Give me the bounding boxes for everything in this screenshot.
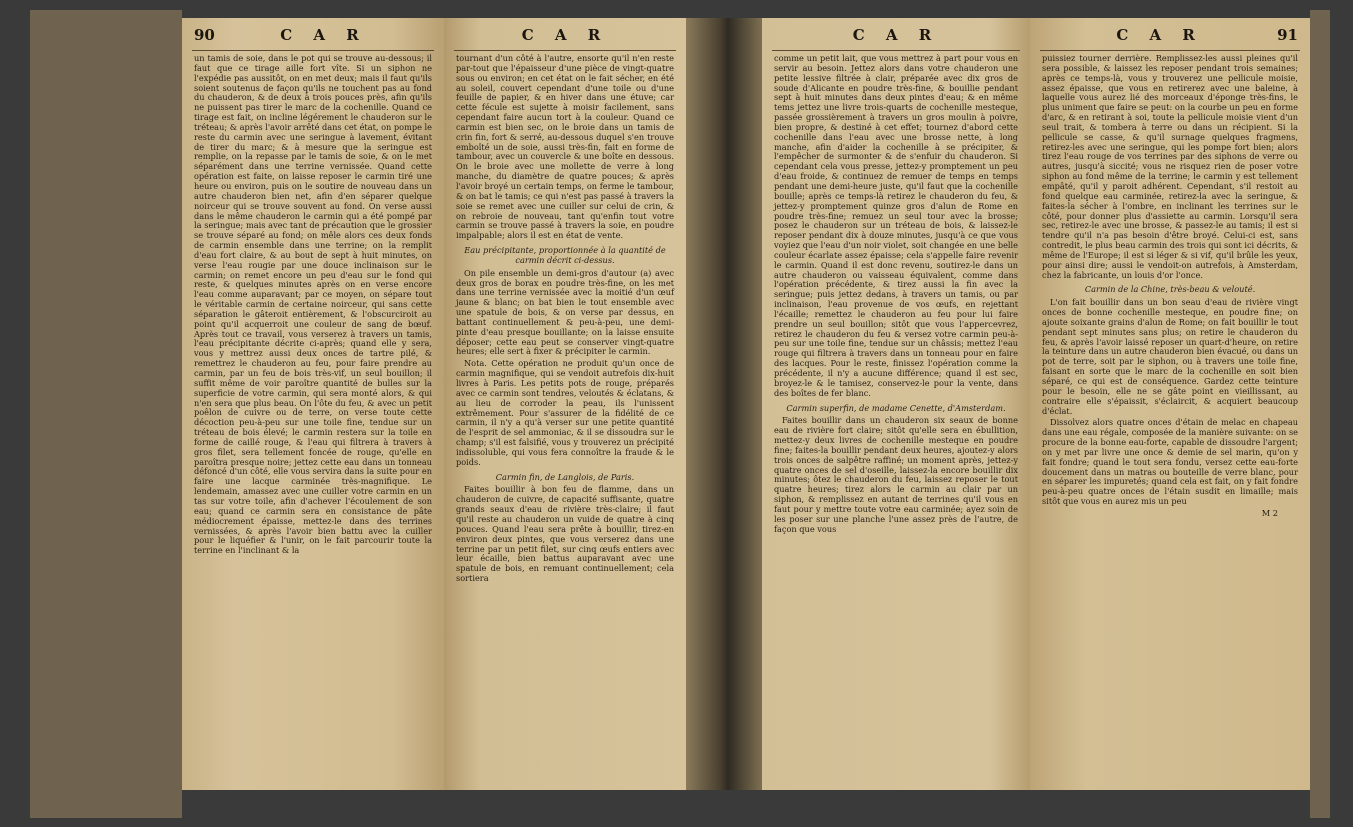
- section-heading: Carmin fin, de Langlois, de Paris.: [495, 471, 635, 482]
- page-91: [1030, 18, 1310, 790]
- running-head: C A R: [1116, 26, 1203, 44]
- page-text: [182, 54, 444, 556]
- running-head: C A R: [521, 26, 609, 44]
- paragraph: L'on fait bouillir dans un bon seau d'eau de rivière vingt onces de bonne cochenille mesteque, en poudre fine; on ajoute soixante grains d'alun de Rome; on fait bouillir le tout pendant sept minutes sans plus; on retire le chauderon du feu, & après l'avoir laissé reposer un quart-d'heure, on retire la teinture dans un autre chauderon bien évacué, ou dans un pot de terre, soit par le siphon, ou à travers une toile fine, faisant en sorte que le marc de la cochenille en soit bien séparé, ce qui est de conséquence. Gardez cette teinture pour le besoin, elle ne se gâte point en vieillissant, au contraire elle s'épaissit, s'éclaircit, & acquiert beaucoup d'éclat.: [1042, 297, 1298, 416]
- paragraph: un tamis de soie, dans le pot qui se trouve au-dessous; il faut que ce tirage aille fort vîte. Si un siphon ne l'expédie pas aussitôt, on en met deux; mais il faut qu'ils soient soutenus de façon qu'ils ne touchent pas au fond du chauderon, & de deux à trois pouces près, afin qu'ils ne puissent pas tirer le marc de la cochenille. Quand ce tirage est fait, on incline légérement le chauderon sur le tréteau; & après l'avoir arrêté dans cet état, on pompe le reste du carmin avec une seringue à lavement, évitant de tirer du marc; & à mesure que la seringue est remplie, on la repasse par le tamis de soie, & on le met séparément dans une terrine vernissée. Quand cette opération est faite, on laisse reposer le carmin tiré une heure ou environ, puis on le soutire de nouveau dans un autre chauderon bien net, afin d'en séparer quelque noirceur qui se trouve souvent au fond. On verse aussi dans le même chauderon le carmin qui a été pompé par la seringue; mais avec tant de précaution que le grossier se trouve séparé au fond; on mêle alors ces deux fonds de carmin ensemble dans une terrine; on la remplit d'eau fort claire, & au bout de sept à huit minutes, on verse l'eau rougie par une douce inclinaison sur le carmin; on remet encore un peu d'eau sur le fond qui reste, & quelques minutes après on en verse encore l'eau comme auparavant; par ce moyen, on sépare tout le véritable carmin de certaine noirceur, qui sans cette séparation le gâteroit entièrement, & l'obscurciroit au point qu'il acquerroit une couleur de sang de bœuf. Après tout ce travail, vous verserez à travers un tamis, l'eau précipitante décrite ci-après; quand elle y sera, vous y mettrez aussi deux onces de tartre pilé, & remettrez le chauderon au feu, pour faire prendre au carmin, par un feu de bois très-vif, un seul bouillon; il suffit même de voir paroître quantité de bulles sur la superficie de votre carmin, qui sera monté alors, & qui n'en sera que plus beau. On l'ôte du feu, & avec un petit poêlon de cuivre ou de terre, on verse toute cette décoction peu-à-peu sur une toile fine, tendue sur un tréteau de bois élevé; le carmin restera sur la toile en forme de caillé rouge, & l'eau qui filtrera à travers à gros filet, sera tellement foncée de rouge, qu'elle en paroîtra presque noire; jettez cette eau dans un tonneau défoncé d'un côté, elle vous servira dans la suite pour en faire une lacque carminée très-magnifique. Le lendemain, amassez avec une cuiller votre carmin en un tas sur votre toile, afin d'achever l'écoulement de son eau; quand ce carmin sera en consistance de pâte médiocrement épaisse, mettez-le dans des terrines vernissées, & après l'avoir bien battu avec la cuiller pour le liquéfier & l'unir, on le fait parcourir toute la terrine en l'inclinant & la: [194, 53, 432, 556]
- page-90: [182, 18, 444, 790]
- paragraph: On pile ensemble un demi-gros d'autour (a) avec deux gros de borax en poudre très-fine, on les met dans une terrine vernissée avec la moitié d'un œuf jaune & blanc; on bat bien le tout ensemble avec une spatule de bois, & on verse par dessus, en battant continuellement & peu-à-peu, une demi-pinte d'eau presque bouillante; on la laisse ensuite déposer; cette eau peut se conserver vingt-quatre heures; elle sert à fixer & précipiter le carmin.: [456, 267, 674, 357]
- section-heading: Eau précipitante, proportionnée à la quantité de carmin décrit ci-dessus.: [464, 245, 666, 265]
- page-header: [444, 18, 686, 50]
- paragraph: puissiez tourner derrière. Remplissez-les aussi pleines qu'il sera possible, & laissez les reposer pendant trois semaines; après ce temps-là, vous y trouverez une pellicule moisie, assez épaisse, que vous en retirerez avec une baleine, à laquelle vous aurez lié des morceaux d'éponge très-fins, le plus uniment que faire se peut: on la courbe un peu en forme d'arc, & en retirant à soi, toute la pellicule moisie vient d'un seul trait, & tombera à terre ou dans un récipient. Si la pellicule se casse, & qu'il surnage quelques fragmens, retirez-les avec une seringue, qui les pompe fort bien; alors tirez l'eau rouge de vos terrines par des siphons de verre ou autres, jusqu'à siccité; vous ne risquez rien de poser votre siphon au fond même de la terrine; le carmin y est tellement empâté, qu'il y paroit adhérent. Cependant, s'il restoit au fond quelque eau carminée, retirez-la avec la seringue, & faites-la sécher à l'ombre, en inclinant les terrines sur le côté, pour donner plus d'assiette au carmin. Lorsqu'il sera sec, retirez-le avec une brosse, & passez-le au tamis; il est si tendre qu'il n'a pas besoin d'être broyé. Celui-ci est, sans contredit, le plus beau carmin des trois qui sont ici décrits, & même de l'Europe; il est si léger & si vif, qu'il brûle les yeux, pour ainsi dire; aussi le vendoit-on autrefois, à Amsterdam, chez la fabricante, un louis d'or l'once.: [1042, 53, 1298, 280]
- page-91-left: [762, 18, 1030, 790]
- page-header: [1030, 18, 1310, 50]
- section-heading: Carmin de la Chine, très-beau & velouté.: [1084, 284, 1256, 295]
- book-gutter: [686, 18, 762, 790]
- page-text: [1030, 54, 1310, 519]
- running-head: C A R: [280, 26, 367, 44]
- page-number: 90: [194, 26, 215, 44]
- paragraph: Faites bouillir dans un chauderon six seaux de bonne eau de rivière fort claire; sitôt qu'elle sera en ébullition, mettez-y deux livres de cochenille mesteque en poudre fine; faites-la bouillir pendant deux heures, ajoutez-y alors trois onces de salpêtre raffiné; un moment après, jettez-y quatre onces de sel d'oseille, laissez-la encore bouillir dix minutes; ôtez le chauderon du feu, laissez reposer le tout quatre heures; tirez alors le carmin au clair par un siphon, & remplissez en autant de terrines qu'il vous en faut pour y mettre toute votre eau carminée; ayez soin de les poser sur une planche l'une assez près de l'autre, de façon que vous: [774, 415, 1018, 534]
- signature-mark: M 2: [1261, 507, 1278, 518]
- page-text: [444, 54, 686, 584]
- paragraph: Faites bouillir à bon feu de flamme, dans un chauderon de cuivre, de capacité suffisante, quatre grands seaux d'eau de rivière très-claire; il faut qu'il reste au chauderon un vuide de quatre à cinq pouces. Quand l'eau sera prête à bouillir, tirez-en environ deux pintes, que vous verserez dans une terrine par un petit filet, sur cinq œufs entiers avec leur écaille, bien battus auparavant avec une spatule de bois, en remuant continuellement; cela sortiera: [456, 484, 674, 584]
- book-edge-right: [1310, 10, 1330, 818]
- running-head: C A R: [852, 26, 940, 44]
- page-number: 91: [1277, 26, 1298, 44]
- paragraph: Nota. Cette opération ne produit qu'un once de carmin magnifique, qui se vendoit autrefois dix-huit livres à Paris. Les petits pots de rouge, préparés avec ce carmin sont tendres, veloutés & éclatans, & au lieu de corroder la peau, ils l'unissent extrêmement. Pour s'assurer de la fidélité de ce carmin, il n'y a qu'à verser sur une petite quantité de l'esprit de sel ammoniac, & il se dissoudra sur le champ; s'il est falsifié, vous y trouverez un précipité indissoluble, qui vous fera connoître la fraude & le poids.: [456, 358, 674, 467]
- paragraph: Dissolvez alors quatre onces d'étain de melac en chapeau dans une eau régale, composée de la manière suivante: on se procure de la bonne eau-forte, capable de dissoudre l'argent; on y met par livre une once & demie de sel marin, qu'on y fait fondre; quand le tout sera fondu, versez cette eau-forte doucement dans un matras ou bouteille de verre blanc, pour en séparer les impuretés; quand cela est fait, on y fait fondre peu-à-peu quatre onces de l'étain susdit en limaille; mais sitôt que vous en aurez mis un peu: [1042, 417, 1298, 507]
- page-header: [182, 18, 444, 50]
- book-edge-left: [30, 10, 182, 818]
- section-heading: Carmin superfin, de madame Cenette, d'Amsterdam.: [786, 402, 1006, 413]
- page-text: [762, 54, 1030, 535]
- page-90-continued: [444, 18, 686, 790]
- paragraph: tournant d'un côté à l'autre, ensorte qu'il n'en reste par-tout que l'épaisseur d'une pièce de vingt-quatre sous ou environ; en cet état on le fait sécher, en été au soleil, couvert cependant d'une toile ou d'une feuille de papier, & en hiver dans une étuve; car cette fécule est sujette à moisir facilement, sans cependant faire aucun tort à la couleur. Quand ce carmin est bien sec, on le broie dans un tamis de crin fin, fort & serré, au-dessous duquel s'en trouve emboîté un de soie, aussi très-fin, fait en forme de tambour, avec un couvercle & une boîte en dessous. On le broie avec une mollette de verre à long manche, du diamètre de quatre pouces; & après l'avoir broyé un certain temps, on ferme le tambour, & on bat le tamis; ce qui n'est pas passé à travers la soie se remet avec une cuiller sur celui de crin, & on rebroie de nouveau, tant qu'enfin tout votre carmin se trouve passé à travers la soie, en poudre impalpable; alors il est en état de vente.: [456, 53, 674, 241]
- paragraph: comme un petit lait, que vous mettrez à part pour vous en servir au besoin. Jettez alors dans votre chauderon une petite lessive filtrée à clair, préparée avec dix gros de soude d'Alicante en poudre très-fine, & bouillie pendant sept à huit minutes dans deux pintes d'eau; & en même tems jettez une livre trois-quarts de cochenille mesteque, passée grossièrement à travers un gros moulin à poivre, bien propre, & destiné à cet effet; tournez d'abord cette cochenille dans l'eau avec une brosse nette, à long manche, afin d'aider la cochenille à se précipiter, & l'empêcher de surmonter & de s'enfuir du chauderon. Si cependant cela vous presse, jettez-y promptement un peu d'eau froide, & continuez de remuer de temps en temps pendant une demi-heure juste, qu'il faut que la cochenille bouille; après ce temps-là retirez le chauderon du feu, & jettez-y promptement quinze gros d'alun de Rome en poudre très-fine; remuez un seul tour avec la brosse; posez le chauderon sur un tréteau de bois, & laissez-le reposer pendant dix à douze minutes, jusqu'à ce que vous voyiez que l'eau d'un noir violet, soit changée en une belle couleur écarlate assez épaisse; cela s'appelle faire revenir le carmin. Quand il est donc revenu, soutirez-le dans un autre chauderon ou vaisseau équivalent, comme dans l'opération précédente, & tirez aussi la fin avec la seringue; puis jettez dedans, à travers un tamis, ou par inclinaison, l'eau provenue de vos œufs, en rejettant l'écaille; remettez le chauderon au feu pour lui faire prendre un seul bouillon; sitôt que vous l'appercevrez, retirez le chauderon du feu & versez votre carmin peu-à-peu sur une toile fine, tendue sur un châssis; mettez l'eau rouge qui filtrera à travers dans un tonneau pour en faire des lacques. Pour le reste, finissez l'opération comme la précédente, il n'y a aucune différence; quand il est sec, broyez-le & le tamisez, conservez-le pour la vente, dans des boîtes de fer blanc.: [774, 53, 1018, 398]
- page-header: [762, 18, 1030, 50]
